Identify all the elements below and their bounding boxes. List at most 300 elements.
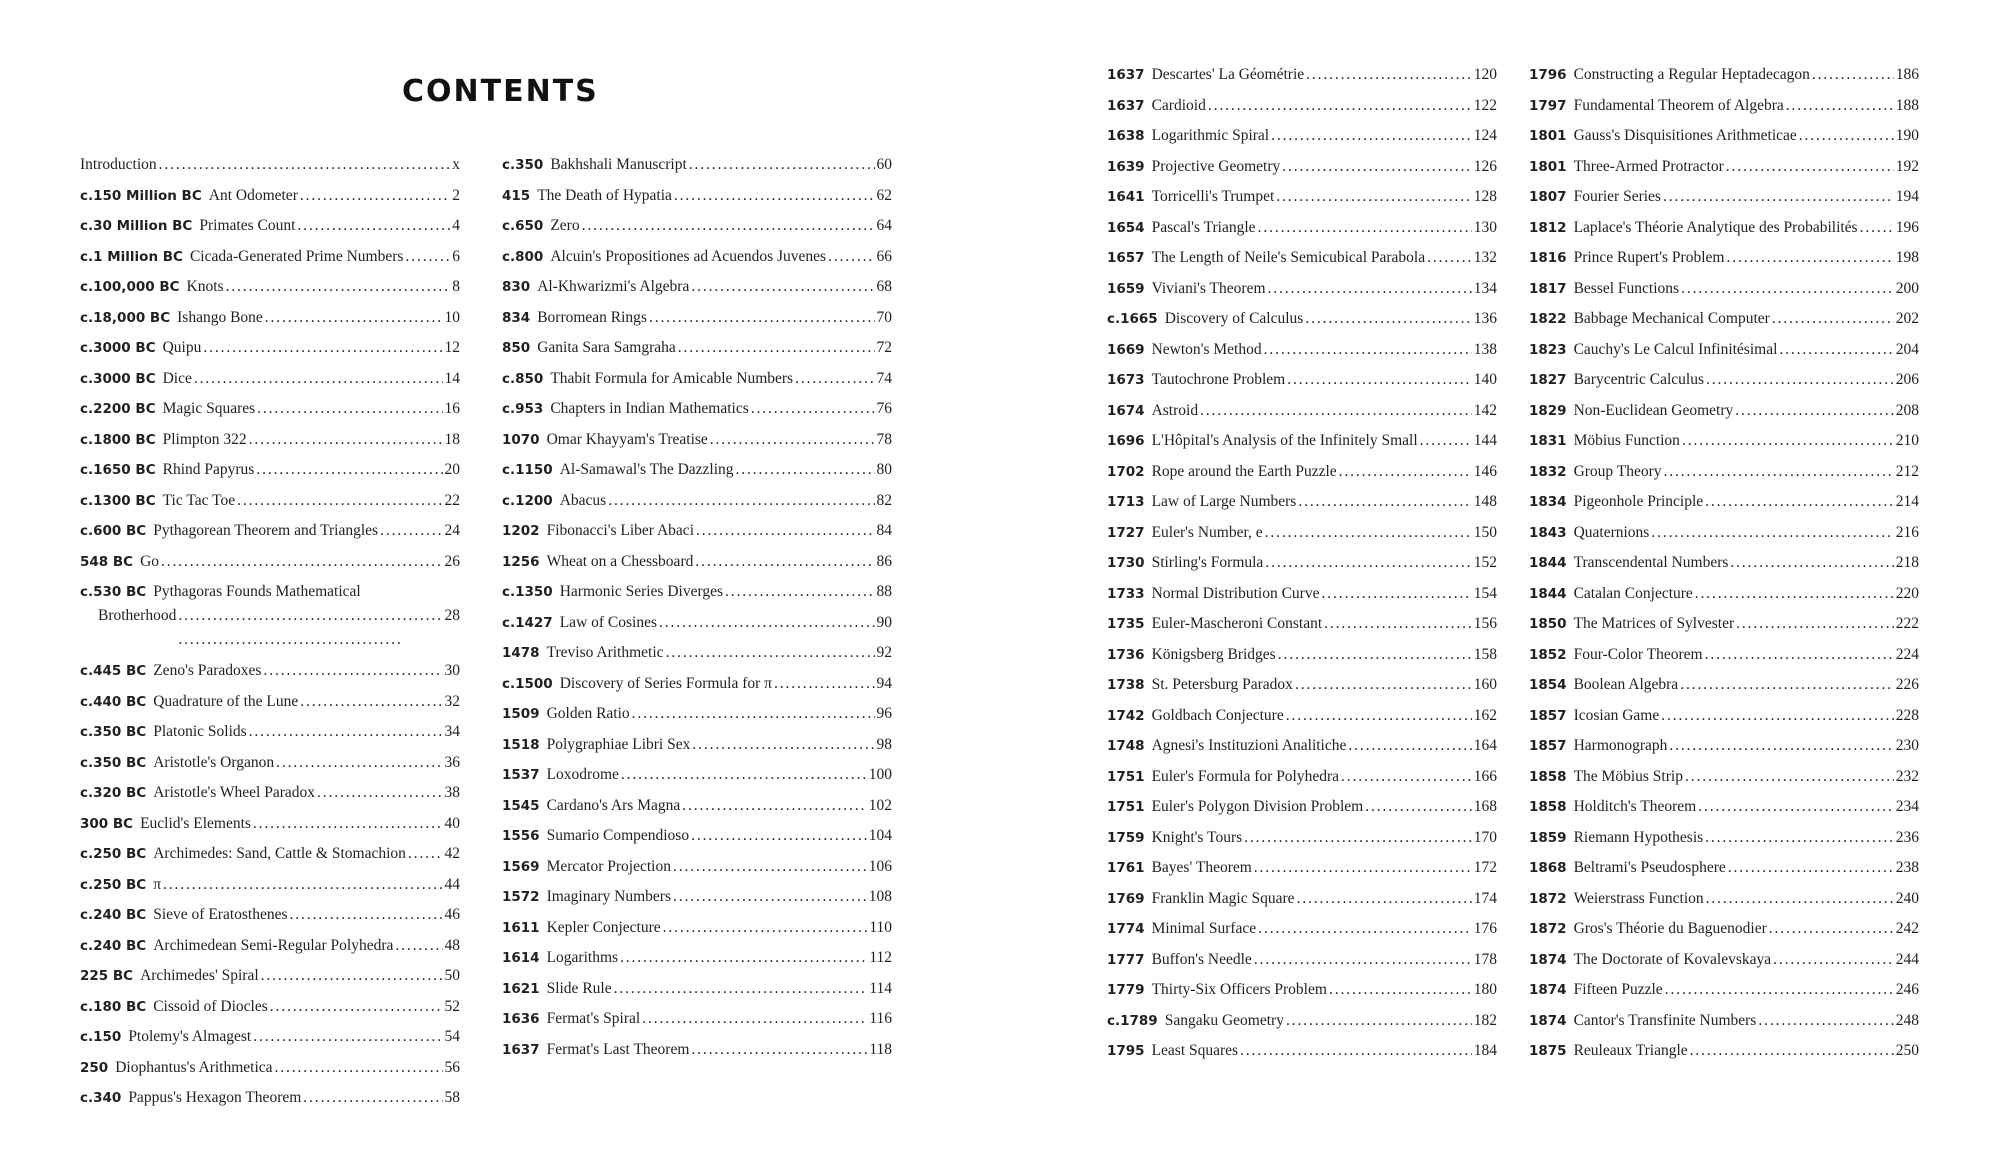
toc-entry-year: 1572 (502, 889, 540, 905)
toc-entry-year: 1796 (1529, 67, 1567, 83)
toc-entry[interactable] (1107, 152, 1497, 183)
toc-entry[interactable] (80, 211, 460, 242)
dot-leader (659, 608, 874, 639)
toc-entry-year: 1797 (1529, 97, 1567, 114)
toc-entry-title: Fibonacci's Liber Abaci (546, 522, 694, 539)
toc-entry[interactable] (1107, 701, 1497, 732)
toc-entry-year: c.150 Million BC (80, 187, 202, 204)
toc-entry-page: 222 (1895, 615, 1919, 632)
toc-entry[interactable] (502, 913, 892, 944)
dot-leader (1324, 609, 1472, 640)
toc-entry-year: c.350 BC (80, 754, 147, 771)
toc-entry-title: Quipu (162, 339, 202, 356)
toc-entry-page: 58 (444, 1089, 460, 1106)
toc-entry-page: 32 (444, 692, 460, 710)
toc-entry-title: Babbage Mechanical Computer (1573, 310, 1770, 327)
toc-entry[interactable] (80, 150, 460, 181)
toc-entry[interactable] (502, 669, 892, 700)
toc-entry[interactable] (80, 656, 460, 687)
toc-entry-year: 1807 (1529, 189, 1567, 205)
dot-leader (1772, 304, 1894, 335)
toc-entry[interactable] (1107, 121, 1497, 152)
toc-entry-title: Thabit Formula for Amicable Numbers (550, 369, 794, 387)
toc-entry[interactable] (80, 1022, 460, 1053)
toc-entry-page: 238 (1895, 859, 1919, 876)
toc-entry[interactable] (502, 150, 892, 181)
toc-entry[interactable] (502, 1035, 892, 1066)
dot-leader (178, 604, 442, 652)
toc-entry-year: 1614 (502, 950, 540, 966)
toc-entry-title: Chapters in Indian Mathematics (550, 400, 749, 417)
toc-entry-year: 1641 (1107, 189, 1145, 205)
toc-entry[interactable] (502, 821, 892, 852)
toc-entry-title: Harmonograph (1573, 737, 1668, 754)
toc-entry[interactable] (502, 211, 892, 242)
toc-entry[interactable] (1529, 243, 1919, 274)
toc-entry-page: 96 (876, 705, 892, 722)
toc-entry-page: 250 (1895, 1042, 1919, 1059)
toc-entry-year: c.800 (502, 248, 544, 265)
dot-leader (1735, 396, 1893, 427)
toc-entry[interactable] (80, 1083, 460, 1114)
dot-leader (249, 717, 443, 748)
toc-entry-page: 232 (1895, 767, 1919, 785)
toc-entry[interactable] (80, 748, 460, 779)
toc-entry[interactable] (502, 974, 892, 1005)
toc-entry-page: 240 (1895, 889, 1919, 907)
toc-entry[interactable] (502, 516, 892, 547)
toc-entry-title: Discovery of Calculus (1164, 310, 1304, 327)
toc-entry[interactable] (80, 333, 460, 364)
toc-entry[interactable] (502, 486, 892, 517)
toc-entry[interactable] (1529, 1006, 1919, 1037)
toc-entry[interactable] (80, 809, 460, 840)
toc-entry[interactable] (80, 931, 460, 962)
toc-entry-year: 1751 (1107, 799, 1145, 815)
toc-entry-year: 1702 (1107, 463, 1145, 480)
dot-leader (725, 577, 875, 608)
toc-entry-year: 1735 (1107, 616, 1145, 632)
toc-entry[interactable] (1529, 487, 1919, 518)
toc-entry-year: 1769 (1107, 890, 1145, 907)
toc-entry[interactable] (502, 455, 892, 486)
toc-entry-page: 220 (1895, 584, 1919, 602)
toc-entry[interactable] (80, 778, 460, 809)
dot-leader (1773, 945, 1894, 976)
toc-entry[interactable] (1529, 457, 1919, 488)
toc-entry[interactable] (1107, 60, 1497, 91)
toc-entry[interactable] (1529, 914, 1919, 945)
toc-entry[interactable] (1529, 335, 1919, 366)
toc-entry-year: 1638 (1107, 128, 1145, 144)
dot-leader (751, 394, 875, 425)
toc-entry[interactable] (1107, 548, 1497, 579)
toc-entry-title: Viviani's Theorem (1151, 279, 1266, 297)
toc-entry-page: 166 (1473, 767, 1497, 785)
toc-entry-page: 118 (869, 1040, 892, 1058)
toc-entry-page: 80 (876, 461, 892, 478)
toc-entry-title: Icosian Game (1573, 706, 1660, 724)
toc-entry-page: 218 (1895, 554, 1919, 571)
dot-leader (1705, 487, 1894, 518)
toc-entry[interactable] (1529, 213, 1919, 244)
toc-entry[interactable] (80, 717, 460, 748)
toc-entry[interactable] (1107, 335, 1497, 366)
toc-entry[interactable] (80, 516, 460, 547)
toc-entry-year: 1795 (1107, 1043, 1145, 1059)
toc-entry-page: 224 (1895, 645, 1919, 663)
toc-entry[interactable] (1529, 304, 1919, 335)
toc-entry-page: 56 (444, 1058, 460, 1076)
toc-entry[interactable] (1107, 640, 1497, 671)
toc-entry[interactable] (1107, 762, 1497, 793)
toc-entry-page: 38 (444, 784, 460, 801)
dot-leader (1669, 731, 1893, 762)
toc-entry[interactable] (80, 577, 460, 656)
toc-entry[interactable] (1529, 975, 1919, 1006)
toc-entry[interactable] (1107, 518, 1497, 549)
dot-leader (303, 1083, 442, 1114)
toc-entry[interactable] (1529, 518, 1919, 549)
dot-leader (1265, 548, 1471, 579)
toc-entry-title: Omar Khayyam's Treatise (546, 430, 708, 448)
dot-leader (1305, 304, 1471, 335)
toc-entry-year: 548 BC (80, 553, 134, 570)
toc-entry[interactable] (1107, 731, 1497, 762)
dot-leader (275, 1053, 443, 1084)
toc-entry[interactable] (502, 699, 892, 730)
toc-entry-title: Torricelli's Trumpet (1151, 188, 1275, 205)
toc-entry[interactable] (1107, 792, 1497, 823)
toc-entry[interactable] (502, 638, 892, 669)
toc-entry-page: 70 (876, 308, 892, 326)
toc-entry[interactable] (502, 547, 892, 578)
dot-leader (682, 791, 867, 822)
toc-entry[interactable] (1107, 426, 1497, 457)
toc-entry[interactable] (1529, 426, 1919, 457)
toc-entry-title: Law of Large Numbers (1151, 493, 1297, 510)
toc-entry-title: Beltrami's Pseudosphere (1573, 859, 1726, 876)
dot-leader (1286, 1006, 1472, 1037)
toc-entry[interactable] (1529, 365, 1919, 396)
toc-entry-year: 1669 (1107, 341, 1145, 358)
toc-entry-title: Pappus's Hexagon Theorem (128, 1089, 302, 1106)
toc-entry-year: 1858 (1529, 768, 1567, 785)
toc-entry-year: 1654 (1107, 219, 1145, 236)
toc-entry-title: Bakhshali Manuscript (550, 156, 687, 173)
toc-entry[interactable] (80, 687, 460, 718)
dot-leader (736, 455, 875, 486)
toc-entry-year: 1256 (502, 553, 540, 570)
dot-leader (663, 913, 868, 944)
toc-entry[interactable] (80, 1053, 460, 1084)
dot-leader (1254, 853, 1472, 884)
toc-entry-year: 1874 (1529, 1012, 1567, 1029)
toc-entry[interactable] (80, 839, 460, 870)
toc-entry[interactable] (502, 1004, 892, 1035)
toc-entry[interactable] (1529, 152, 1919, 183)
toc-entry[interactable] (502, 791, 892, 822)
dot-leader (1348, 731, 1471, 762)
toc-entry-year: c.1 Million BC (80, 248, 183, 265)
dot-leader (1264, 335, 1472, 366)
toc-entry-year: c.150 (80, 1029, 122, 1045)
toc-entry-title: Cardioid (1151, 96, 1206, 114)
toc-entry-title: Weierstrass Function (1573, 889, 1704, 907)
toc-entry[interactable] (80, 900, 460, 931)
toc-entry[interactable] (80, 364, 460, 395)
toc-entry[interactable] (1107, 182, 1497, 213)
dot-leader (249, 425, 443, 456)
dot-leader (689, 150, 875, 181)
toc-entry-year: 1478 (502, 645, 540, 661)
toc-entry[interactable] (502, 730, 892, 761)
toc-entry[interactable] (502, 943, 892, 974)
toc-entry-page: 64 (876, 217, 892, 234)
toc-entry-page: 74 (876, 369, 892, 387)
dot-leader (317, 778, 443, 809)
toc-entry-title: Law of Cosines (559, 613, 658, 631)
dot-leader (642, 1004, 867, 1035)
toc-entry[interactable] (80, 181, 460, 212)
toc-entry-page: 206 (1895, 371, 1919, 388)
dot-leader (678, 333, 875, 364)
toc-entry-year: c.1789 (1107, 1012, 1158, 1029)
toc-entry-page: 172 (1473, 859, 1497, 876)
toc-entry-year: 1673 (1107, 372, 1145, 388)
toc-entry[interactable] (1107, 823, 1497, 854)
dot-leader (1728, 853, 1894, 884)
toc-entry[interactable] (1529, 762, 1919, 793)
toc-entry-year: 1823 (1529, 341, 1567, 358)
toc-entry[interactable] (502, 425, 892, 456)
toc-entry-year: 250 (80, 1059, 109, 1076)
toc-entry-page: 140 (1473, 371, 1497, 388)
toc-entry[interactable] (80, 303, 460, 334)
toc-entry-title: Catalan Conjecture (1573, 584, 1693, 602)
toc-entry[interactable] (80, 425, 460, 456)
toc-entry-title: Gauss's Disquisitiones Arithmeticae (1573, 127, 1797, 144)
toc-entry[interactable] (1107, 1036, 1497, 1067)
toc-entry-title: Stirling's Formula (1151, 554, 1264, 571)
toc-entry[interactable] (502, 608, 892, 639)
toc-entry[interactable] (80, 992, 460, 1023)
toc-entry[interactable] (1107, 457, 1497, 488)
toc-entry-title: Minimal Surface (1151, 920, 1257, 937)
toc-entry-page: 42 (444, 845, 460, 862)
toc-entry[interactable] (502, 577, 892, 608)
dot-leader (691, 821, 867, 852)
toc-entry-year: c.650 (502, 218, 544, 234)
toc-entry-year: 1202 (502, 523, 540, 539)
toc-entry[interactable] (1107, 396, 1497, 427)
toc-entry-title: Bessel Functions (1573, 279, 1680, 297)
toc-entry-title: Quadrature of the Lune (153, 692, 299, 710)
toc-entry-year: c.850 (502, 370, 544, 387)
toc-entry-page: 8 (452, 278, 460, 295)
dot-leader (649, 303, 875, 334)
toc-entry[interactable] (1529, 548, 1919, 579)
toc-entry-page: 84 (876, 522, 892, 539)
toc-entry-page: 138 (1473, 340, 1497, 358)
toc-entry[interactable] (1107, 1006, 1497, 1037)
toc-entry[interactable] (1107, 884, 1497, 915)
toc-entry[interactable] (1107, 243, 1497, 274)
toc-entry-year: 1858 (1529, 799, 1567, 815)
toc-entry[interactable] (1529, 579, 1919, 610)
dot-leader (1276, 182, 1471, 213)
toc-entry-year: 1621 (502, 980, 540, 997)
toc-entry-page: 4 (452, 217, 460, 234)
dot-leader (290, 900, 443, 931)
dot-leader (632, 699, 875, 730)
toc-entry-year: 1816 (1529, 250, 1567, 266)
toc-entry-year: 1774 (1107, 921, 1145, 937)
dot-leader (1341, 762, 1472, 793)
toc-entry[interactable] (1529, 1036, 1919, 1067)
toc-entry-title: L'Hôpital's Analysis of the Infinitely Small (1151, 432, 1418, 449)
dot-leader (1661, 701, 1894, 732)
toc-entry-year: 1812 (1529, 219, 1567, 236)
toc-entry[interactable] (80, 272, 460, 303)
toc-entry[interactable] (1529, 60, 1919, 91)
toc-entry[interactable] (1107, 213, 1497, 244)
toc-entry[interactable] (1107, 670, 1497, 701)
toc-entry[interactable] (1107, 579, 1497, 610)
dot-leader (608, 486, 874, 517)
toc-entry[interactable] (502, 852, 892, 883)
toc-entry[interactable] (1107, 304, 1497, 335)
toc-entry-year: 850 (502, 340, 531, 356)
toc-entry-title: Introduction (80, 156, 157, 173)
toc-entry[interactable] (502, 303, 892, 334)
toc-entry-page: 196 (1895, 218, 1919, 236)
dot-leader (1244, 823, 1472, 854)
toc-entry[interactable] (502, 882, 892, 913)
toc-entry[interactable] (1529, 945, 1919, 976)
toc-entry-year: 1852 (1529, 646, 1567, 663)
toc-entry-year: c.3000 BC (80, 370, 156, 387)
toc-entry[interactable] (1529, 884, 1919, 915)
toc-entry-page: 108 (868, 888, 892, 905)
toc-entry[interactable] (80, 242, 460, 273)
toc-entry[interactable] (1107, 487, 1497, 518)
toc-entry-title: Fifteen Puzzle (1573, 981, 1663, 998)
toc-entry-page: 154 (1473, 584, 1497, 602)
toc-entry[interactable] (80, 394, 460, 425)
dot-leader (1860, 213, 1894, 244)
toc-entry-page: 2 (452, 186, 460, 204)
toc-entry[interactable] (1529, 121, 1919, 152)
toc-entry[interactable] (1529, 853, 1919, 884)
toc-entry[interactable] (502, 242, 892, 273)
toc-entry[interactable] (1529, 792, 1919, 823)
toc-entry[interactable] (1529, 609, 1919, 640)
dot-leader (1298, 487, 1471, 518)
toc-entry-title: Cardano's Ars Magna (546, 796, 681, 814)
toc-entry[interactable] (1107, 945, 1497, 976)
toc-entry[interactable] (1107, 365, 1497, 396)
toc-entry-year: c.30 Million BC (80, 218, 193, 234)
toc-entry-page: 78 (876, 430, 892, 448)
toc-entry-page: 30 (444, 662, 460, 679)
toc-entry-page: 162 (1473, 706, 1497, 724)
toc-entry[interactable] (1529, 91, 1919, 122)
toc-entry[interactable] (1107, 975, 1497, 1006)
toc-entry[interactable] (502, 394, 892, 425)
toc-entry[interactable] (502, 333, 892, 364)
toc-entry-page: 178 (1473, 950, 1497, 968)
toc-entry-title: Pigeonhole Principle (1573, 493, 1704, 510)
toc-entry[interactable] (502, 364, 892, 395)
toc-entry-page: 204 (1895, 340, 1919, 358)
toc-entry-title: Abacus (559, 491, 607, 509)
toc-entry-title: Go (140, 552, 160, 570)
toc-entry[interactable] (1529, 701, 1919, 732)
toc-entry[interactable] (1529, 640, 1919, 671)
toc-entry-title: Fourier Series (1573, 188, 1661, 205)
toc-entry[interactable] (80, 961, 460, 992)
toc-entry[interactable] (1107, 274, 1497, 305)
toc-entry[interactable] (1529, 823, 1919, 854)
toc-entry[interactable] (502, 760, 892, 791)
toc-column-3 (1107, 60, 1497, 1067)
toc-entry[interactable] (502, 272, 892, 303)
toc-entry[interactable] (1529, 274, 1919, 305)
toc-entry-page: 230 (1895, 737, 1919, 754)
toc-entry[interactable] (80, 547, 460, 578)
dot-leader (161, 547, 442, 578)
dot-leader (1665, 975, 1894, 1006)
toc-entry[interactable] (80, 870, 460, 901)
toc-entry[interactable] (80, 486, 460, 517)
dot-leader (1705, 640, 1894, 671)
toc-entry[interactable] (1529, 396, 1919, 427)
toc-entry-page: 184 (1473, 1042, 1497, 1059)
dot-leader (297, 211, 450, 242)
toc-entry-page: 20 (444, 461, 460, 478)
toc-entry[interactable] (1529, 182, 1919, 213)
toc-entry-title: Rope around the Earth Puzzle (1151, 462, 1337, 480)
toc-entry-title: Zeno's Paradoxes (153, 662, 262, 679)
toc-entry[interactable] (80, 455, 460, 486)
toc-entry-page: 236 (1895, 828, 1919, 846)
toc-entry[interactable] (1529, 670, 1919, 701)
toc-entry-title: Pascal's Triangle (1151, 218, 1256, 236)
toc-entry-title: The Matrices of Sylvester (1573, 615, 1735, 632)
toc-entry[interactable] (1107, 914, 1497, 945)
dot-leader (1726, 152, 1894, 183)
toc-entry-title: Sieve of Eratosthenes (153, 906, 288, 923)
toc-entry[interactable] (1107, 609, 1497, 640)
dot-leader (253, 809, 443, 840)
toc-entry-year: 1850 (1529, 616, 1567, 632)
toc-entry-page: 176 (1473, 920, 1497, 937)
dot-leader (194, 364, 443, 395)
toc-entry[interactable] (502, 181, 892, 212)
toc-entry-title: Logarithmic Spiral (1151, 127, 1270, 144)
toc-entry-title: Laplace's Théorie Analytique des Probabilités (1573, 218, 1858, 236)
toc-entry[interactable] (1107, 91, 1497, 122)
toc-entry-title: Ganita Sara Samgraha (537, 339, 676, 356)
toc-entry[interactable] (1529, 731, 1919, 762)
toc-entry-title: Aristotle's Organon (153, 753, 275, 771)
toc-entry-year: c.350 BC (80, 724, 147, 740)
toc-entry-title: Euclid's Elements (140, 814, 251, 832)
toc-entry[interactable] (1107, 853, 1497, 884)
dot-leader (408, 839, 443, 870)
toc-entry-page: 212 (1895, 462, 1919, 480)
